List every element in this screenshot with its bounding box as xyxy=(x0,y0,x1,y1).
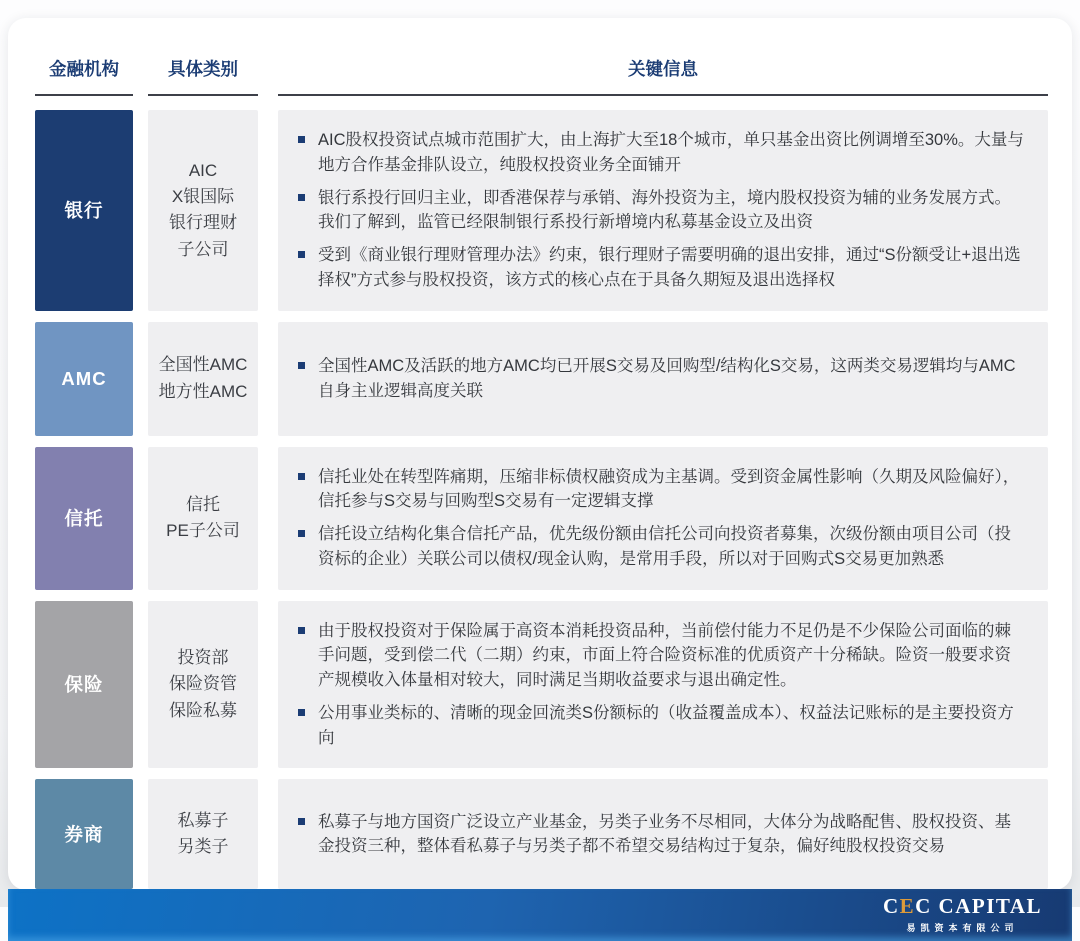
bullet-item: 银行系投行回归主业，即香港保荐与承销、海外投资为主，境内股权投资为辅的业务发展方式。 我们了解到，监管已经限制银行系投行新增境内私募基金设立及出资 xyxy=(296,186,1026,236)
category-line: PE子公司 xyxy=(166,521,240,540)
slide-card xyxy=(8,18,1072,934)
logo-letters: C CAPITAL xyxy=(915,894,1042,919)
category-line: 银行理财 xyxy=(169,213,237,233)
category-line: X银国际 xyxy=(171,186,235,206)
category-line: 投资部 xyxy=(177,647,229,667)
category-cell-bank xyxy=(148,110,258,311)
table-row-broker xyxy=(35,779,1048,889)
key-info-cell-insurance xyxy=(278,601,1048,769)
category-line: 保险资管 xyxy=(169,674,237,694)
bullet-item: 私募子与地方国资广泛设立产业基金，另类子业务不尽相同，大体分为战略配售、股权投资、基金投资三种，整体看私募子与另类子都不希望交易结构过于复杂，偏好纯股权投资交易 xyxy=(296,810,1026,860)
logo-accent-letter: E xyxy=(899,894,916,919)
key-info-cell-bank xyxy=(278,110,1048,311)
category-cell-broker xyxy=(148,779,258,889)
category-line: 信托 xyxy=(186,494,220,514)
institution-label-broker: 券商 xyxy=(35,779,133,889)
bullet-item: 受到《商业银行理财管理办法》约束，银行理财子需要明确的退出安排，通过“S份额受让+退出选择权”方式参与股权投资，该方式的核心点在于具备久期短及退出选择权 xyxy=(296,243,1026,293)
category-line: 子公司 xyxy=(177,239,229,259)
table-header-row xyxy=(35,56,1048,96)
bullet-item: 信托业处在转型阵痛期，压缩非标债权融资成为主基调。受到资金属性影响（久期及风险偏好），信托参与S交易与回购型S交易有一定逻辑支撑 xyxy=(296,465,1026,515)
bullet-item: 公用事业类标的、清晰的现金回流类S份额标的（收益覆盖成本）、权益法记账标的是主要投资方向 xyxy=(296,701,1026,751)
category-cell-trust xyxy=(148,447,258,590)
header-institution: 金融机构 xyxy=(35,56,133,96)
bullet-item: 信托设立结构化集合信托产品，优先级份额由信托公司向投资者募集，次级份额由项目公司（投资标的企业）关联公司以债权/现金认购，是常用手段，所以对于回购式S交易更加熟悉 xyxy=(296,522,1026,572)
category-cell-insurance xyxy=(148,601,258,769)
table-row-bank xyxy=(35,110,1048,311)
category-line: 另类子 xyxy=(177,837,229,857)
bullet-item: 全国性AMC及活跃的地方AMC均已开展S交易及回购型/结构化S交易，这两类交易逻辑均与AMC自身主业逻辑高度关联 xyxy=(296,354,1026,404)
category-line: 保险私募 xyxy=(169,700,237,720)
bullet-item: AIC股权投资试点城市范围扩大，由上海扩大至18个城市，单只基金出资比例调增至30%。大量与地方合作基金排队设立，纯股权投资业务全面铺开 xyxy=(296,128,1026,178)
category-line: 私募子 xyxy=(177,810,229,830)
table xyxy=(8,18,1072,889)
logo-letter: C xyxy=(882,894,900,919)
header-key-info: 关键信息 xyxy=(278,56,1048,96)
table-row-insurance xyxy=(35,601,1048,769)
cec-capital-logo xyxy=(883,896,1042,934)
key-info-cell-broker xyxy=(278,779,1048,889)
key-info-cell-trust xyxy=(278,447,1048,590)
category-line: 地方性AMC xyxy=(158,381,248,401)
category-line: AIC xyxy=(188,160,218,180)
institution-label-trust: 信托 xyxy=(35,447,133,590)
table-row-trust xyxy=(35,447,1048,590)
institution-label-amc: AMC xyxy=(35,322,133,436)
category-line: 全国性AMC xyxy=(158,355,248,375)
footer-bar xyxy=(8,889,1072,941)
logo-wordmark xyxy=(883,896,1042,917)
header-category: 具体类别 xyxy=(148,56,258,96)
institution-label-insurance: 保险 xyxy=(35,601,133,769)
bullet-item: 由于股权投资对于保险属于高资本消耗投资品种，当前偿付能力不足仍是不少保险公司面临的棘手问题，受到偿二代（二期）约束，市面上符合险资标准的优质资产十分稀缺。险资一般要求资产规模收入体量相对较大，同时满足当期收益要求与退出确定性。 xyxy=(296,619,1026,693)
key-info-cell-amc xyxy=(278,322,1048,436)
institution-label-bank: 银行 xyxy=(35,110,133,311)
logo-chinese-name: 易凯资本有限公司 xyxy=(906,923,1019,934)
category-cell-amc xyxy=(148,322,258,436)
table-row-amc xyxy=(35,322,1048,436)
